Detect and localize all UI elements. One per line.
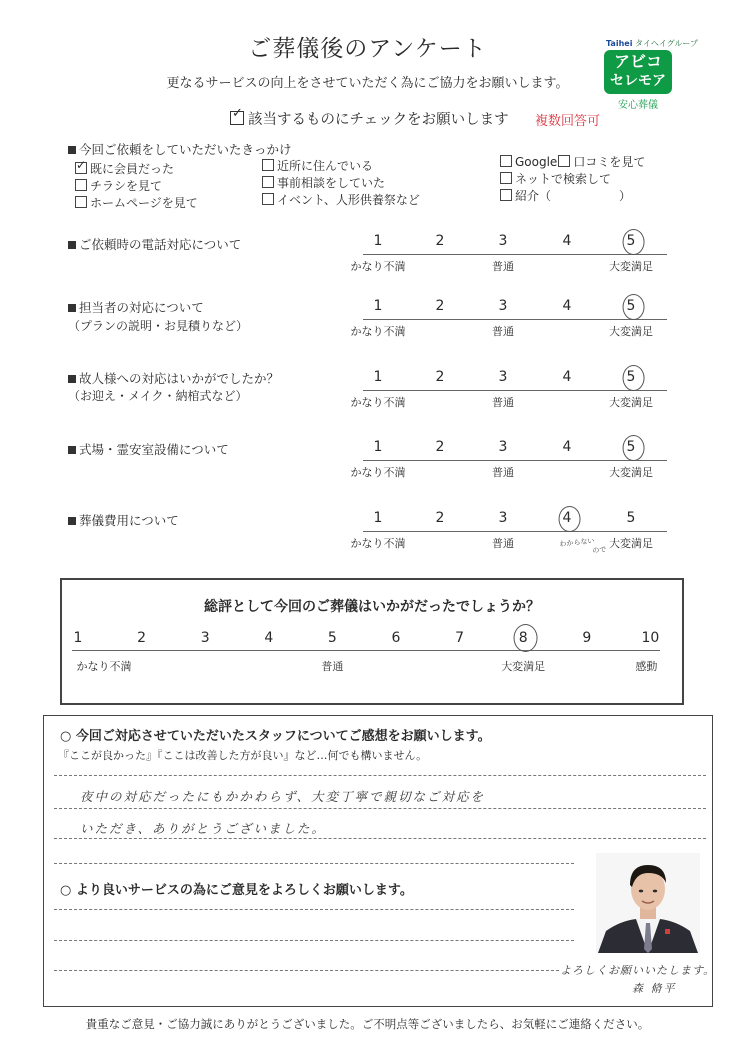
staff-photo [596, 853, 700, 953]
selected-circle-icon [623, 294, 645, 320]
overall-number[interactable]: 2 [137, 630, 147, 646]
staff-question: ○ 今回ご対応させていただいたスタッフについてご感想をお願いします。 [60, 729, 491, 744]
rating-scale[interactable] [345, 369, 675, 409]
scale-label-high: 大変満足 [609, 537, 653, 550]
rating-title-text: 故人様への対応はいかがでしたか？ [79, 371, 280, 386]
option-net-search[interactable] [500, 170, 611, 187]
staff-answer-line2[interactable]: いただき、ありがとうございました。 [80, 821, 327, 836]
scale-label-mid: 普通 [492, 537, 514, 550]
rating-title [68, 440, 229, 458]
checkbox-icon [75, 196, 87, 208]
option-label: 紹介（ [515, 189, 552, 203]
scale-number[interactable]: 4 [562, 369, 572, 385]
rating-title-text: 葬儀費用について [79, 513, 179, 528]
overall-number[interactable]: 8 [519, 630, 528, 646]
footer: 貴重なご意見・ご協力誠にありがとうございました。ご不明点等ございましたら、お気軽にご連絡ください。 [85, 1017, 650, 1031]
overall-number[interactable]: 3 [200, 630, 210, 646]
scale-number[interactable]: 3 [498, 369, 508, 385]
scale-number[interactable]: 3 [498, 298, 508, 314]
rating-scale[interactable] [345, 233, 675, 273]
checkbox-icon [500, 189, 512, 201]
scale-number[interactable]: 4 [562, 298, 572, 314]
overall-number[interactable]: 1 [73, 630, 83, 646]
scale-number[interactable]: 1 [373, 298, 383, 314]
option-label: イベント、人形供養祭など [277, 193, 420, 207]
scale-label-low: かなり不満 [350, 325, 406, 338]
overall-number[interactable]: 4 [264, 630, 274, 646]
staff-question-text: 今回ご対応させていただいたスタッフについてご感想をお願いします。 [75, 729, 491, 744]
overall-number[interactable]: 10 [641, 630, 660, 646]
scale-number[interactable]: 2 [435, 298, 445, 314]
selected-circle-icon [623, 229, 645, 255]
logo-line1: アビコ [613, 52, 662, 71]
rating-title [68, 235, 241, 253]
option-label: ホームページを見て [90, 196, 198, 210]
rating-scale[interactable] [345, 510, 675, 550]
square-bullet-icon [68, 517, 76, 525]
option-label: 事前相談をしていた [277, 176, 386, 190]
staff-answer-line1[interactable]: 夜中の対応だったにもかかわらず、大変丁寧で親切なご対応を [80, 789, 486, 804]
option-label: 既に会員だった [90, 162, 175, 176]
scale-number[interactable]: 2 [435, 510, 445, 526]
answer-line [54, 863, 574, 864]
square-bullet-icon [68, 146, 76, 154]
overall-scale[interactable] [70, 630, 670, 680]
note-line2: ので [592, 545, 607, 556]
logo-group-name: Taihei [606, 39, 633, 48]
option-neighbor[interactable] [262, 157, 373, 174]
scale-label-high: 大変満足 [609, 260, 653, 273]
option-label: Google [515, 155, 558, 169]
scale-label-low: かなり不満 [350, 396, 406, 409]
logo-tagline: 安心葬儀 [618, 100, 658, 111]
option-label: 近所に住んでいる [277, 159, 374, 173]
scale-label-mid: 普通 [492, 396, 514, 409]
square-bullet-icon [68, 304, 76, 312]
scale-number[interactable]: 5 [627, 298, 636, 314]
scale-number[interactable]: 4 [562, 439, 572, 455]
option-google-reviews[interactable] [500, 153, 645, 170]
overall-number[interactable]: 9 [582, 630, 592, 646]
scale-label-mid: 普通 [492, 260, 514, 273]
scale-label-low: かなり不満 [350, 260, 406, 273]
square-bullet-icon [68, 375, 76, 383]
scale-number[interactable]: 4 [563, 510, 572, 526]
square-bullet-icon [68, 446, 76, 454]
overall-question: 総評として今回のご葬儀はいかがだったでしょうか？ [204, 599, 540, 615]
service-question: ○ より良いサービスの為にご意見をよろしくお願いします。 [60, 883, 413, 898]
scale-line [363, 319, 667, 320]
selected-circle-icon [623, 365, 645, 391]
scale-number[interactable]: 3 [498, 233, 508, 249]
referral-close: ） [619, 189, 632, 203]
overall-label-high: 大変満足 [501, 660, 546, 673]
checkbox-icon [75, 179, 87, 191]
scale-number[interactable]: 5 [627, 233, 636, 249]
square-bullet-icon [68, 241, 76, 249]
rating-title [68, 511, 179, 529]
rating-title-text: 担当者の対応について [79, 300, 204, 315]
option-event[interactable] [262, 191, 420, 208]
scale-line [363, 390, 667, 391]
instruction-text: 該当するものにチェックをお願いします [248, 112, 509, 128]
staff-greeting: よろしくお願いいたします。 [560, 964, 716, 977]
page-title: ご葬儀後のアンケート [248, 36, 487, 62]
checkbox-icon [262, 193, 274, 205]
checkbox-icon [262, 159, 274, 171]
option-flyer[interactable] [75, 177, 162, 194]
scale-number[interactable]: 1 [373, 439, 383, 455]
scale-number[interactable]: 1 [373, 233, 383, 249]
rating-title-text: 式場・霊安室設備について [79, 442, 229, 457]
checkbox-icon [500, 155, 512, 167]
instruction [230, 108, 509, 129]
rating-title [68, 298, 204, 316]
scale-number[interactable]: 1 [373, 510, 383, 526]
handwritten-note [559, 535, 607, 560]
option-label: チラシを見て [90, 179, 163, 193]
option-homepage[interactable] [75, 194, 198, 211]
checkmark-icon [230, 111, 244, 125]
scale-number[interactable]: 2 [435, 369, 445, 385]
scale-number[interactable]: 5 [627, 369, 636, 385]
selected-circle-icon [514, 624, 538, 652]
rating-scale[interactable] [345, 298, 675, 338]
overall-number[interactable]: 6 [391, 630, 401, 646]
selected-circle-icon [559, 506, 581, 532]
scale-number[interactable]: 2 [435, 439, 445, 455]
scale-label-low: かなり不満 [350, 466, 406, 479]
scale-line [72, 650, 660, 651]
scale-label-high: 大変満足 [609, 466, 653, 479]
rating-title [68, 369, 279, 387]
q1-title-text: 今回ご依頼をしていただいたきっかけ [79, 142, 292, 157]
scale-line [363, 460, 667, 461]
answer-line [54, 970, 559, 971]
scale-label-mid: 普通 [492, 325, 514, 338]
checkbox-icon [500, 172, 512, 184]
logo-group [606, 38, 698, 49]
selected-circle-icon [623, 435, 645, 461]
multiple-answer-note: 複数回答可 [535, 114, 601, 129]
overall-label-top: 感動 [635, 660, 658, 673]
option-consultation[interactable] [262, 174, 385, 191]
rating-subtitle: （プランの説明・お見積りなど） [68, 319, 249, 333]
checkbox-icon [558, 155, 570, 167]
answer-line [54, 775, 706, 776]
scale-label-high: 大変満足 [609, 396, 653, 409]
scale-label-high: 大変満足 [609, 325, 653, 338]
service-question-text: より良いサービスの為にご意見をよろしくお願いします。 [75, 883, 413, 898]
scale-number[interactable]: 3 [498, 439, 508, 455]
answer-line [54, 909, 574, 910]
checkbox-checked-icon [75, 162, 87, 174]
scale-number[interactable]: 3 [498, 510, 508, 526]
option-member[interactable] [75, 160, 174, 177]
scale-number[interactable]: 2 [435, 233, 445, 249]
logo-group-kana: タイヘイグループ [634, 39, 699, 48]
answer-line [54, 940, 574, 941]
page-subtitle: 更なるサービスの向上をさせていただく為にご協力をお願いします。 [166, 76, 569, 91]
option-label: ネットで検索して [515, 172, 612, 186]
overall-number[interactable]: 5 [327, 630, 337, 646]
rating-scale[interactable] [345, 439, 675, 479]
scale-line [363, 254, 667, 255]
staff-name: 森 脩平 [632, 982, 677, 995]
scale-number[interactable]: 5 [627, 439, 636, 455]
logo-line2: セレモア [610, 73, 666, 89]
scale-label-mid: 普通 [492, 466, 514, 479]
scale-line [363, 531, 667, 532]
checkbox-icon [262, 176, 274, 188]
overall-label-low: かなり不満 [76, 660, 132, 673]
option-referral[interactable] [500, 187, 631, 204]
scale-label-low: かなり不満 [350, 537, 406, 550]
overall-number[interactable]: 7 [455, 630, 465, 646]
option-label: 口コミを見て [573, 155, 646, 169]
logo [604, 50, 672, 94]
answer-line [54, 808, 706, 809]
q1-title [68, 140, 292, 158]
scale-number[interactable]: 1 [373, 369, 383, 385]
overall-label-mid: 普通 [321, 660, 344, 673]
scale-number[interactable]: 4 [562, 233, 572, 249]
scale-number[interactable]: 5 [626, 510, 636, 526]
note-line1: わからない [559, 536, 595, 549]
rating-title-text: ご依頼時の電話対応について [79, 237, 242, 252]
staff-hint: 『ここが良かった』『ここは改善した方が良い』など…何でも構いません。 [58, 749, 428, 762]
rating-subtitle: （お迎え・メイク・納棺式など） [68, 389, 248, 403]
answer-line [54, 838, 706, 839]
